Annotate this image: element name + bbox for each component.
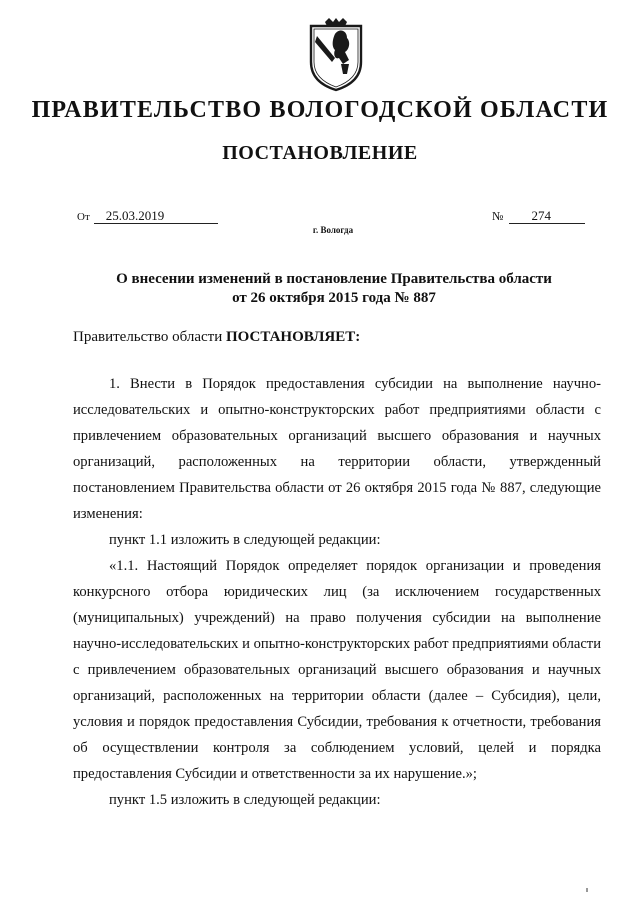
decree-prefix: Правительство области xyxy=(73,329,223,345)
city-name: г. Вологда xyxy=(312,225,354,235)
paragraph-2: пункт 1.1 изложить в следующей редакции: xyxy=(109,532,381,548)
coat-of-arms-icon xyxy=(305,18,367,92)
date-line xyxy=(77,208,218,224)
subject-line-1: О внесении изменений в постановление Правительства области xyxy=(116,271,552,287)
government-title: ПРАВИТЕЛЬСТВО ВОЛОГОДСКОЙ ОБЛАСТИ xyxy=(31,97,609,123)
paragraph-1: 1. Внести в Порядок предоставления субсидии на выполнение научно-исследовательских и опытно-конструкторских работ предприятиями области с привлечением образовательных организаций высшего образования и научных организаций, расположенных на территории области, утвержденный постановлением Правительства области от 26 октября 2015 года № 887, следующие изменения: xyxy=(73,376,601,522)
number-label: № xyxy=(492,209,504,223)
subject-line-2: от 26 октября 2015 года № 887 xyxy=(232,290,436,306)
scan-mark xyxy=(586,888,588,892)
decree-line xyxy=(73,329,360,346)
decree-verb: ПОСТАНОВЛЯЕТ: xyxy=(225,329,361,345)
date-label: От xyxy=(77,211,90,223)
paragraph-3: «1.1. Настоящий Порядок определяет порядок организации и проведения конкурсного отбора юридических лиц (за исключением государственных (муниципальных) учреждений) на право получения субсидии на выполнение научно-исследовательских и опытно-конструкторских работ предприятиями области с привлечением образовательных организаций высшего образования и научных организаций, расположенных на территории области (далее – Субсидия), цели, условия и порядок предоставления Субсидии, требования к отчетности, требования об осуществлении контроля за соблюдением условий, целей и порядка предоставления Субсидии и ответственности за их нарушение.»; xyxy=(73,558,601,782)
date-value: 25.03.2019 xyxy=(94,209,218,224)
paragraph-4: пункт 1.5 изложить в следующей редакции: xyxy=(109,792,381,808)
number-value: 274 xyxy=(509,209,585,224)
document-type: ПОСТАНОВЛЕНИЕ xyxy=(222,142,418,164)
number-line xyxy=(492,208,585,224)
document-subject xyxy=(0,270,640,308)
body-text xyxy=(73,371,601,813)
